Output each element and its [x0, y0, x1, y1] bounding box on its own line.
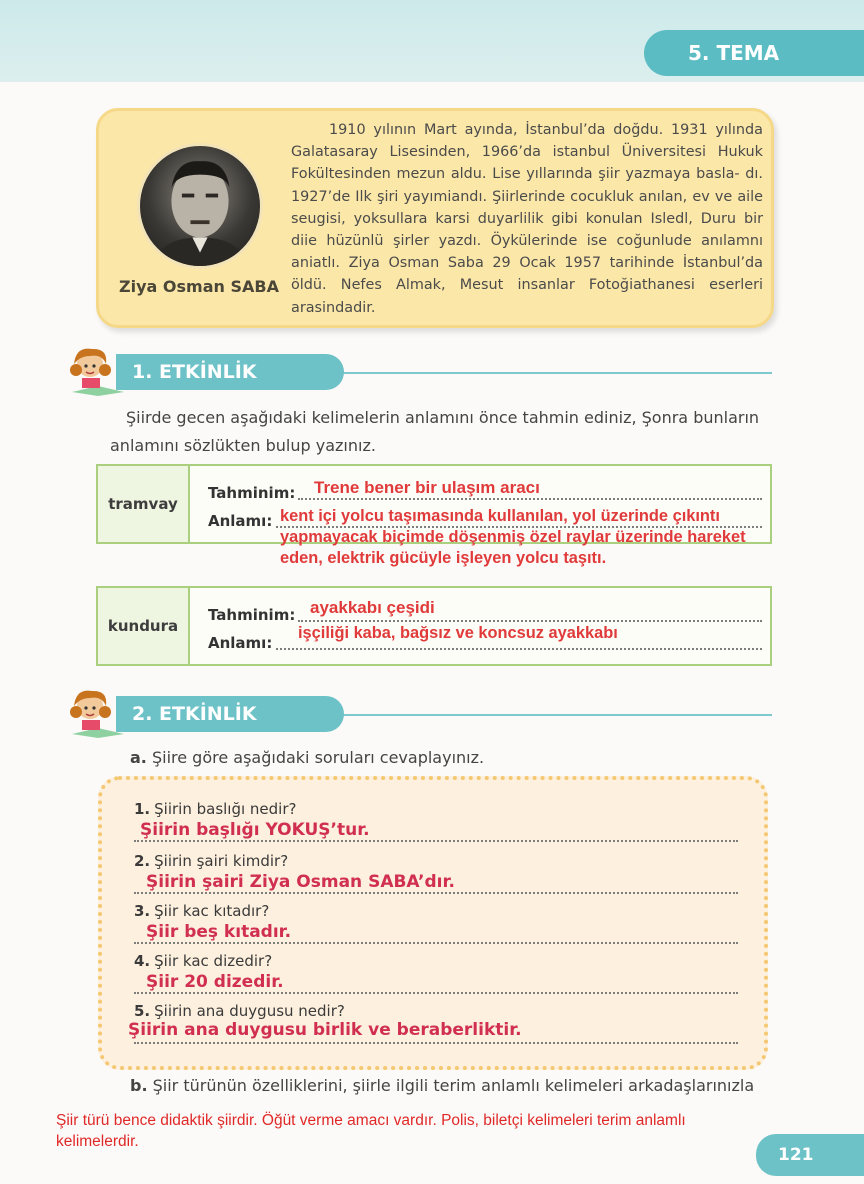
reading-girl-icon [62, 688, 132, 738]
answer-line [298, 498, 762, 500]
header-rule [280, 372, 772, 374]
answer-5: Şiirin ana duygusu birlik ve beraberliktir. [128, 1020, 522, 1040]
answer-line [276, 648, 762, 650]
biography-text: 1910 yılının Mart ayında, İstanbul’da doğdu. 1931 yılında Galatasaray Lisesinden, 1966’da istanbul Üniversitesi Hukuk Fokültesinden mezun aldu. Lise yıllarında şiir yazmaya basla- dı. 1927’de Ilk şiri yayımiandı. Şiirlerinde cocukluk anılan, ev ve aile seugisi, yoksullara karsi duyarlilik gibi konulan Isledl, Duru bir diie hüzünlü şirler yazdı. Öykülerinde ise coğunlude anılamnı aniatlı. Ziya Osman Saba 29 Ocak 1957 tarihinde İstanbul’da öldü. Nefes Almak, Mesut insanlar Fotoğiathanesi eserleri arasindadir. [291, 122, 763, 316]
question-5: 5. Şiirin ana duygusu nedir? [134, 1002, 345, 1020]
header-rule [280, 714, 772, 716]
page-number: 121 [756, 1134, 864, 1176]
question-3: 3. Şiir kac kıtadır? [134, 902, 270, 920]
answer-line [134, 1042, 738, 1044]
anlam-label: Anlamı: [208, 512, 273, 530]
answer-line [134, 892, 738, 894]
question-2: 2. Şiirin şairi kimdir? [134, 852, 289, 870]
answer-4: Şiir 20 dizedir. [146, 972, 284, 992]
question-4: 4. Şiir kac dizedir? [134, 952, 273, 970]
answer-2: Şiirin şairi Ziya Osman SABA’dır. [146, 872, 455, 892]
answer-line [134, 840, 738, 842]
handwritten-meaning: işçiliği kaba, bağsız ve koncsuz ayakkabı [298, 624, 618, 642]
activity-2-instruction-b: b. Şiir türünün özelliklerini, şiirle ilgili terim anlamlı kelimeleri arkadaşlarınızla [130, 1076, 755, 1095]
handwritten-guess: Trene bener bir ulaşım aracı [314, 478, 540, 497]
anlam-label: Anlamı: [208, 634, 273, 652]
answer-line [298, 620, 762, 622]
questions-box [98, 776, 768, 1070]
handwritten-meaning: kent içi yolcu taşımasında kullanılan, yol üzerinde çıkıntı yapmayacak biçimde döşenmiş özel raylar üzerinde hareket eden, elektrik gücüyle işleyen yolcu taşıtı. [280, 507, 746, 567]
activity-1-instruction: Şiirde gecen aşağıdaki kelimelerin anlamını önce tahmin ediniz, Şonra bunların anlamını sözlükten bulup yazınız. [110, 408, 760, 455]
activity-2-header [60, 688, 772, 736]
answer-line [134, 942, 738, 944]
answer-line [134, 992, 738, 994]
answer-1: Şiirin başlığı YOKUŞ’tur. [140, 820, 370, 840]
poet-name: Ziya Osman SABA [119, 277, 279, 296]
activity-2-title: 2. ETKİNLİK [116, 696, 344, 732]
biography-box [96, 108, 774, 328]
poet-portrait [137, 143, 263, 269]
theme-tab: 5. TEMA [644, 30, 864, 76]
question-1: 1. Şiirin baslığı nedir? [134, 800, 297, 818]
activity-2-instruction-a: a. Şiire göre aşağıdaki soruları cevaplayınız. [130, 748, 485, 767]
answer-3: Şiir beş kıtadır. [146, 922, 292, 942]
handwritten-guess: ayakkabı çeşidi [310, 598, 435, 617]
handwritten-answer-b: Şiir türü bence didaktik şiirdir. Öğüt verme amacı vardır. Polis, biletçi kelimeleri terim anlamlı kelimelerdir. [56, 1112, 686, 1150]
tahmin-label: Tahminim: [208, 606, 296, 624]
activity-1-title: 1. ETKİNLİK [116, 354, 344, 390]
tahmin-label: Tahminim: [208, 484, 296, 502]
activity-1-header [60, 346, 772, 394]
reading-girl-icon [62, 346, 132, 396]
word-cell: kundura [98, 588, 190, 664]
word-cell: tramvay [98, 466, 190, 542]
